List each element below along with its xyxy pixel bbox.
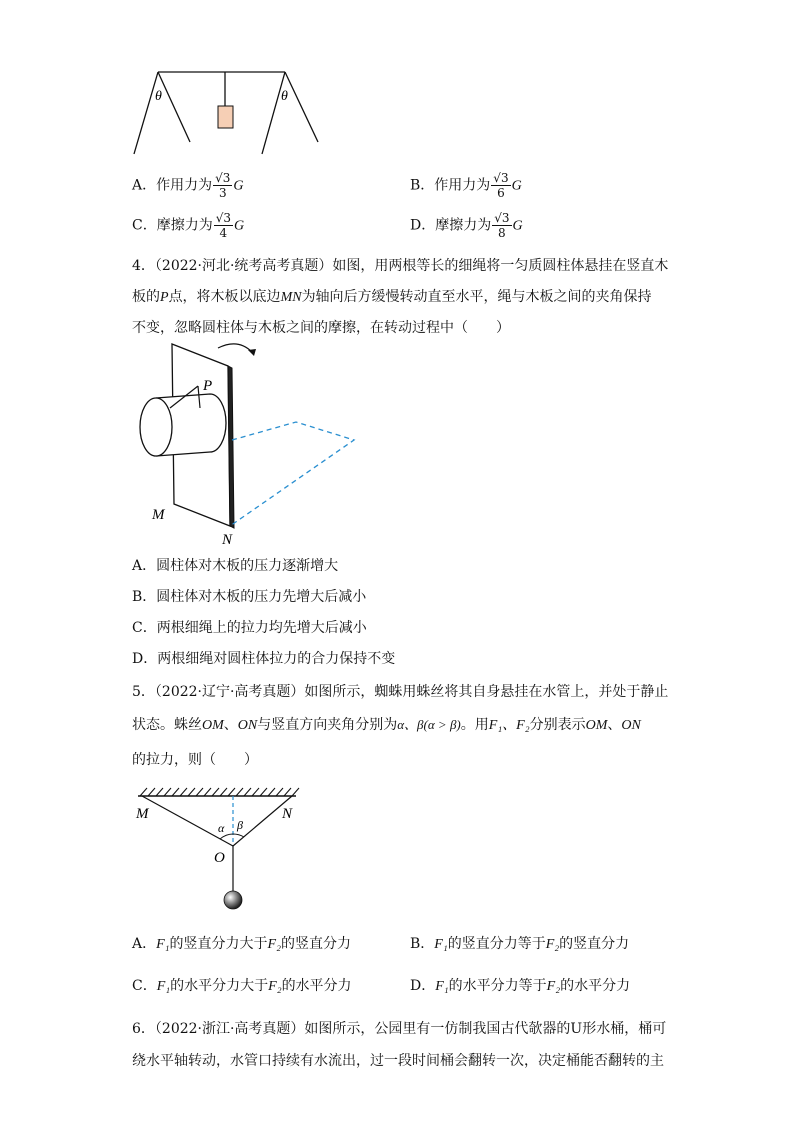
spider-pipe-figure xyxy=(130,782,310,914)
label-n: N xyxy=(282,806,293,822)
q6-stem-line2: 绕水平轴转动，水管口持续有水流出，过一段时间桶会翻转一次，决定桶能否翻转的主 xyxy=(132,1053,664,1069)
label-p: P xyxy=(203,378,213,394)
q4-option-a: A．圆柱体对木板的压力逐渐增大 xyxy=(132,558,339,574)
q5-option-b: B．F₁的竖直分力等于F₂的竖直分力 xyxy=(410,936,630,952)
label-m: M xyxy=(136,806,149,822)
q5-stem-line2: 状态。蛛丝OM、ON与竖直方向夹角分别为α、β(α > β)。用F₁、F₂分别表示OM、ON xyxy=(132,717,641,733)
label-o: O xyxy=(214,850,225,866)
q4-option-d: D．两根细绳对圆柱体拉力的合力保持不变 xyxy=(132,651,396,667)
q3-option-b: B．作用力为 $\frac{√3}{6}$ G xyxy=(410,171,522,200)
q4-stem-line1: 4．（2022·河北·统考高考真题）如图，用两根等长的细绳将一匀质圆柱体悬挂在竖直木 xyxy=(132,258,669,274)
q3-option-d: D．摩擦力为 $\frac{√3}{8}$ G xyxy=(410,211,523,240)
theta-right-label: θ xyxy=(281,89,288,104)
label-alpha: α xyxy=(218,821,225,835)
rope-frame-figure xyxy=(130,62,330,162)
label-beta: β xyxy=(237,818,243,832)
label-n: N xyxy=(222,532,233,548)
q5-stem-line3: 的拉力，则（ ） xyxy=(132,752,258,768)
q5-stem-line1: 5．（2022·辽宁·高考真题）如图所示，蜘蛛用蛛丝将其自身悬挂在水管上，并处于静止 xyxy=(132,684,669,700)
q4-stem-line2: 板的P点，将木板以底边MN为轴向后方缓慢转动直至水平，绳与木板之间的夹角保持 xyxy=(132,289,652,305)
board-cylinder-figure xyxy=(130,336,370,548)
q5-option-a: A．F₁的竖直分力大于F₂的竖直分力 xyxy=(132,936,351,952)
q6-stem-line1: 6．（2022·浙江·高考真题）如图所示，公园里有一仿制我国古代欹器的U形水桶，桶可 xyxy=(132,1021,667,1037)
q5-option-c: C．F₁的水平分力大于F₂的水平分力 xyxy=(132,978,352,994)
q3-option-c: C．摩擦力为 $\frac{√3}{4}$ G xyxy=(132,211,245,240)
q4-option-b: B．圆柱体对木板的压力先增大后减小 xyxy=(132,589,367,605)
q3-option-a: A．作用力为 $\frac{√3}{3}$ G xyxy=(132,171,244,200)
label-m: M xyxy=(152,507,165,523)
q4-option-c: C．两根细绳上的拉力均先增大后减小 xyxy=(132,620,367,636)
q4-stem-line3: 不变，忽略圆柱体与木板之间的摩擦，在转动过程中（ ） xyxy=(132,320,510,336)
q5-option-d: D．F₁的水平分力等于F₂的水平分力 xyxy=(410,978,631,994)
theta-left-label: θ xyxy=(155,89,162,104)
